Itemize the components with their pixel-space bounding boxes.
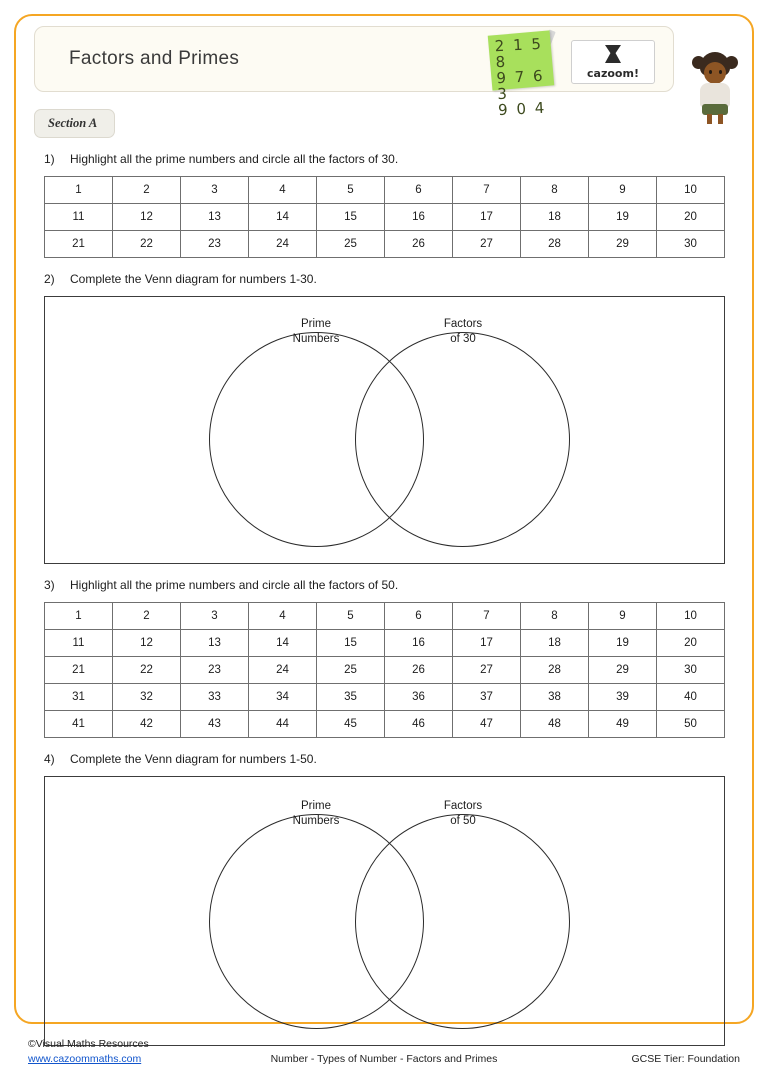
number-cell[interactable]: 46 — [385, 711, 453, 738]
student-character-illustration — [686, 50, 744, 126]
number-cell[interactable]: 23 — [181, 231, 249, 258]
number-cell[interactable]: 4 — [249, 177, 317, 204]
worksheet-content — [28, 26, 740, 1046]
number-cell[interactable]: 45 — [317, 711, 385, 738]
section-badge: Section A — [34, 109, 115, 138]
leg-left-icon — [707, 114, 712, 124]
number-cell[interactable]: 28 — [521, 231, 589, 258]
question-4 — [44, 752, 740, 766]
table-row — [45, 684, 725, 711]
venn-label-factors-1-line1: Factors — [443, 318, 483, 330]
number-cell[interactable]: 2 — [113, 603, 181, 630]
question-2-text: Complete the Venn diagram for numbers 1-30. — [70, 272, 317, 286]
venn-label-factors-1 — [403, 317, 523, 347]
number-cell[interactable]: 18 — [521, 204, 589, 231]
sticky-digits-line-3: 9 0 4 — [497, 98, 547, 120]
number-cell[interactable]: 14 — [249, 204, 317, 231]
number-cell[interactable]: 17 — [453, 204, 521, 231]
number-cell[interactable]: 11 — [45, 630, 113, 657]
number-cell[interactable]: 8 — [521, 603, 589, 630]
number-cell[interactable]: 34 — [249, 684, 317, 711]
number-cell[interactable]: 25 — [317, 231, 385, 258]
footer-website-link[interactable]: www.cazoommaths.com — [28, 1053, 142, 1065]
table-row — [45, 603, 725, 630]
number-cell[interactable]: 7 — [453, 603, 521, 630]
footer-tier: GCSE Tier: Foundation — [631, 1053, 740, 1065]
cazoom-logo — [571, 40, 655, 84]
venn-diagram-1[interactable] — [44, 296, 725, 564]
number-cell[interactable]: 48 — [521, 711, 589, 738]
number-cell[interactable]: 10 — [657, 177, 725, 204]
number-cell[interactable]: 37 — [453, 684, 521, 711]
number-cell[interactable]: 39 — [589, 684, 657, 711]
number-cell[interactable]: 15 — [317, 204, 385, 231]
table-row — [45, 657, 725, 684]
number-cell[interactable]: 41 — [45, 711, 113, 738]
number-cell[interactable]: 22 — [113, 657, 181, 684]
number-cell[interactable]: 13 — [181, 630, 249, 657]
table-row — [45, 630, 725, 657]
number-cell[interactable]: 36 — [385, 684, 453, 711]
question-1-number: 1) — [44, 152, 55, 166]
number-cell[interactable]: 32 — [113, 684, 181, 711]
venn-label-primes-2 — [256, 799, 376, 829]
venn-label-primes-1 — [256, 317, 376, 347]
number-cell[interactable]: 20 — [657, 630, 725, 657]
footer-copyright: ©Visual Maths Resources — [28, 1038, 149, 1050]
number-cell[interactable]: 7 — [453, 177, 521, 204]
question-3-number: 3) — [44, 578, 55, 592]
table-row — [45, 177, 725, 204]
number-cell[interactable]: 5 — [317, 603, 385, 630]
number-cell[interactable]: 29 — [589, 657, 657, 684]
number-cell[interactable]: 19 — [589, 630, 657, 657]
number-cell[interactable]: 30 — [657, 231, 725, 258]
number-cell[interactable]: 11 — [45, 204, 113, 231]
venn-circle-factors-2 — [355, 814, 570, 1029]
number-cell[interactable]: 31 — [45, 684, 113, 711]
worksheet-header — [34, 26, 674, 120]
leg-right-icon — [718, 114, 723, 124]
number-cell[interactable]: 6 — [385, 603, 453, 630]
number-cell[interactable]: 18 — [521, 630, 589, 657]
number-cell[interactable]: 24 — [249, 657, 317, 684]
logo-label: cazoom! — [587, 67, 639, 80]
number-cell[interactable]: 19 — [589, 204, 657, 231]
number-cell[interactable]: 17 — [453, 630, 521, 657]
number-cell[interactable]: 26 — [385, 231, 453, 258]
number-cell[interactable]: 3 — [181, 177, 249, 204]
number-cell[interactable]: 28 — [521, 657, 589, 684]
skirt-icon — [702, 104, 728, 115]
number-cell[interactable]: 35 — [317, 684, 385, 711]
venn-label-primes-1-line1: Prime — [300, 318, 332, 330]
venn-label-factors-1-line2: of 30 — [450, 333, 476, 345]
number-cell[interactable]: 21 — [45, 231, 113, 258]
venn-circle-factors-1 — [355, 332, 570, 547]
venn-label-primes-1-line2: Numbers — [292, 333, 340, 345]
number-cell[interactable]: 1 — [45, 603, 113, 630]
number-grid-1-50[interactable] — [44, 602, 725, 738]
number-cell[interactable]: 15 — [317, 630, 385, 657]
number-cell[interactable]: 14 — [249, 630, 317, 657]
table-row — [45, 204, 725, 231]
number-cell[interactable]: 2 — [113, 177, 181, 204]
sticky-digits-line-2: 9 7 6 3 — [495, 66, 546, 104]
number-cell[interactable]: 29 — [589, 231, 657, 258]
question-2 — [44, 272, 740, 286]
question-1 — [44, 152, 740, 166]
sticky-digits-line-1: 2 1 5 8 — [494, 34, 544, 72]
number-cell[interactable]: 49 — [589, 711, 657, 738]
number-cell[interactable]: 5 — [317, 177, 385, 204]
eye-right-icon — [719, 70, 722, 74]
sticky-note-icon — [488, 30, 555, 120]
number-cell[interactable]: 40 — [657, 684, 725, 711]
number-cell[interactable]: 44 — [249, 711, 317, 738]
table-row — [45, 711, 725, 738]
number-cell[interactable]: 9 — [589, 603, 657, 630]
number-cell[interactable]: 47 — [453, 711, 521, 738]
number-cell[interactable]: 12 — [113, 630, 181, 657]
question-4-text: Complete the Venn diagram for numbers 1-50. — [70, 752, 317, 766]
question-3-text: Highlight all the prime numbers and circle all the factors of 50. — [70, 578, 399, 592]
question-4-number: 4) — [44, 752, 55, 766]
number-cell[interactable]: 27 — [453, 657, 521, 684]
number-cell[interactable]: 12 — [113, 204, 181, 231]
number-cell[interactable]: 50 — [657, 711, 725, 738]
number-cell[interactable]: 27 — [453, 231, 521, 258]
number-cell[interactable]: 8 — [521, 177, 589, 204]
venn-diagram-2[interactable] — [44, 776, 725, 1046]
number-grid-1-30[interactable] — [44, 176, 725, 258]
sticky-note-digits — [494, 35, 555, 118]
number-cell[interactable]: 23 — [181, 657, 249, 684]
number-cell[interactable]: 20 — [657, 204, 725, 231]
number-cell[interactable]: 16 — [385, 204, 453, 231]
number-cell[interactable]: 3 — [181, 603, 249, 630]
hourglass-icon — [605, 45, 621, 63]
number-cell[interactable]: 10 — [657, 603, 725, 630]
question-1-text: Highlight all the prime numbers and circle all the factors of 30. — [70, 152, 399, 166]
table-row — [45, 231, 725, 258]
page-title: Factors and Primes — [69, 48, 240, 69]
venn-label-primes-2-line2: Numbers — [292, 815, 340, 827]
venn-label-primes-2-line1: Prime — [300, 800, 332, 812]
venn-label-factors-2-line2: of 50 — [450, 815, 476, 827]
number-cell[interactable]: 43 — [181, 711, 249, 738]
number-cell[interactable]: 26 — [385, 657, 453, 684]
number-cell[interactable]: 30 — [657, 657, 725, 684]
number-cell[interactable]: 25 — [317, 657, 385, 684]
face-icon — [704, 62, 726, 84]
venn-label-factors-2-line1: Factors — [443, 800, 483, 812]
number-cell[interactable]: 22 — [113, 231, 181, 258]
number-cell[interactable]: 24 — [249, 231, 317, 258]
number-cell[interactable]: 6 — [385, 177, 453, 204]
number-cell[interactable]: 42 — [113, 711, 181, 738]
number-cell[interactable]: 13 — [181, 204, 249, 231]
number-cell[interactable]: 9 — [589, 177, 657, 204]
number-cell[interactable]: 33 — [181, 684, 249, 711]
venn-label-factors-2 — [403, 799, 523, 829]
question-3 — [44, 578, 740, 592]
number-cell[interactable]: 38 — [521, 684, 589, 711]
number-cell[interactable]: 21 — [45, 657, 113, 684]
number-cell[interactable]: 16 — [385, 630, 453, 657]
question-2-number: 2) — [44, 272, 55, 286]
eye-left-icon — [709, 70, 712, 74]
footer-topic: Number - Types of Number - Factors and Primes — [270, 1053, 498, 1065]
number-cell[interactable]: 1 — [45, 177, 113, 204]
number-cell[interactable]: 4 — [249, 603, 317, 630]
